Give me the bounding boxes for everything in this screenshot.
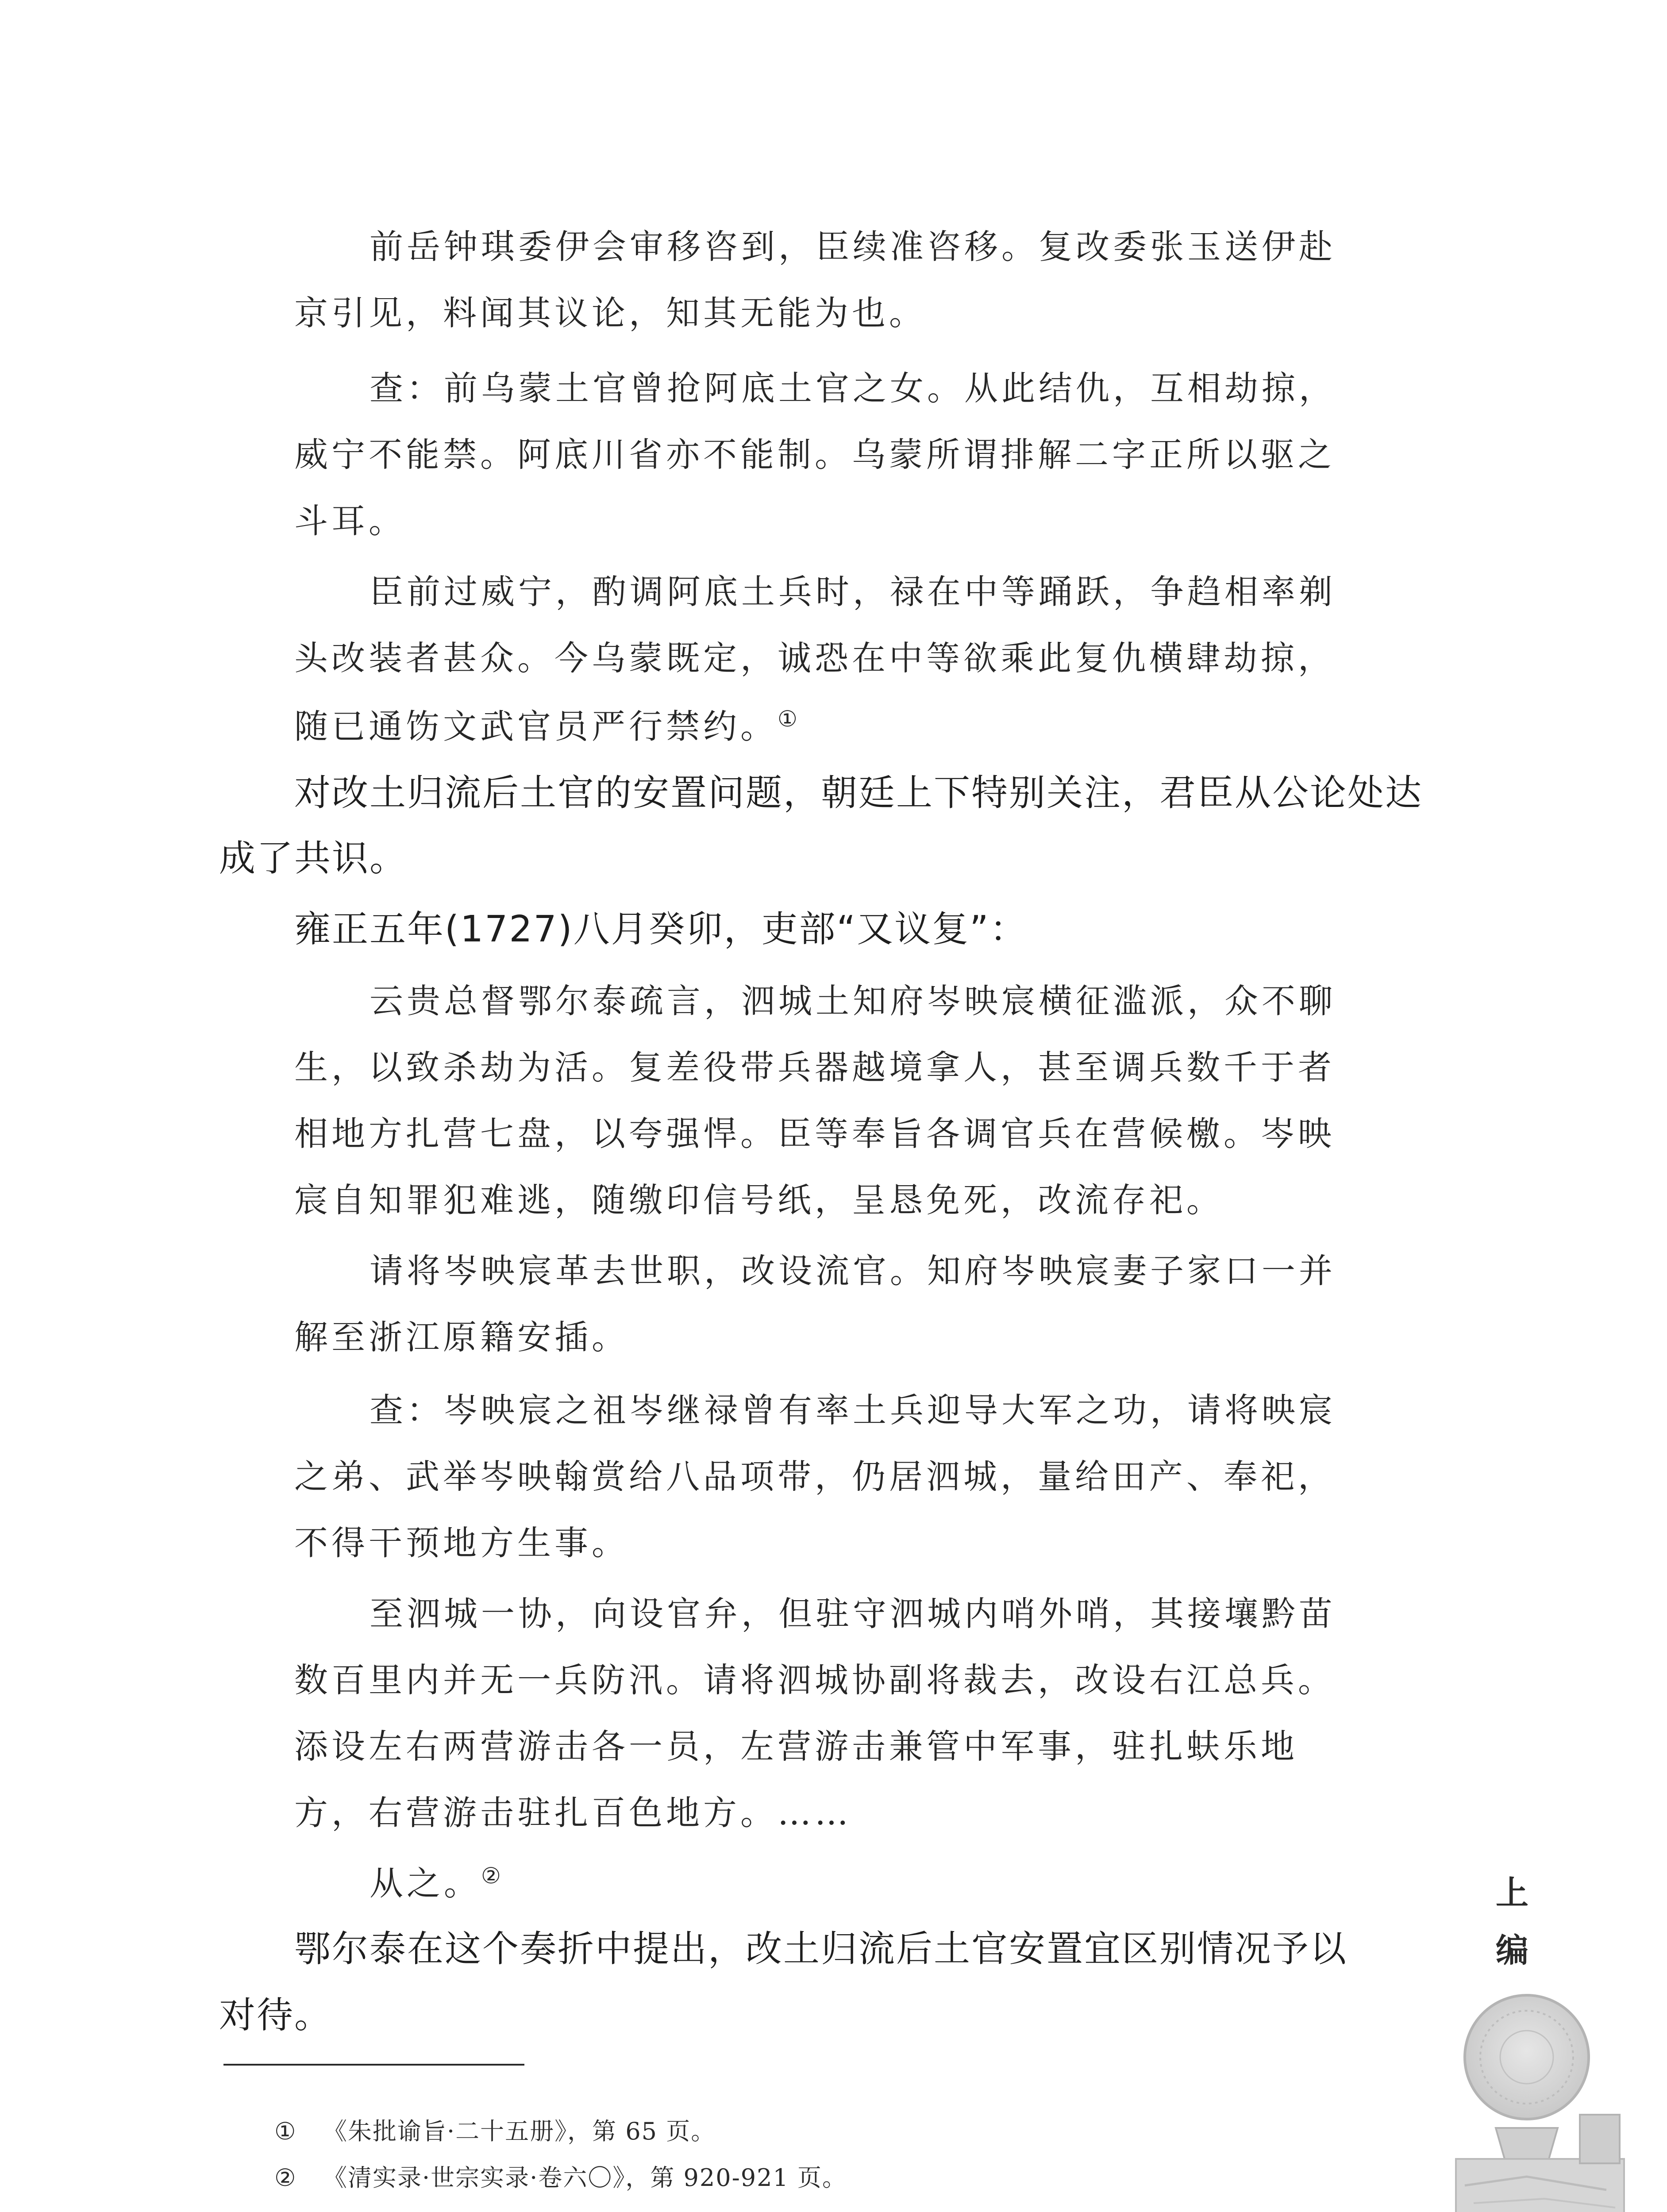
quote-line: 京引见，料闻其议论，知其无能为也。 bbox=[294, 293, 926, 333]
quote-line bbox=[294, 706, 797, 746]
footnote-mark: ① bbox=[274, 2117, 297, 2145]
quote-line: 方，右营游击驻扎百色地方。…… bbox=[294, 1793, 852, 1832]
body-paragraph-line: 成了共识。 bbox=[219, 837, 408, 879]
side-label-section: 编 bbox=[1496, 1932, 1528, 1970]
quote-line bbox=[370, 1863, 501, 1903]
quote-line: 之弟、武举岑映翰赏给八品项带，仍居泗城，量给田产、奉祀， bbox=[294, 1457, 1335, 1496]
footnote-1 bbox=[274, 2112, 716, 2147]
side-label-part: 上 bbox=[1496, 1874, 1528, 1912]
quote-line: 威宁不能禁。阿底川省亦不能制。乌蒙所谓排解二字正所以驱之 bbox=[294, 435, 1335, 474]
body-paragraph-line: 雍正五年(1727)八月癸卯，吏部“又议复”： bbox=[294, 908, 1028, 950]
quote-line: 不得干预地方生事。 bbox=[294, 1523, 629, 1563]
quote-line: 查：岑映宸之祖岑继禄曾有率土兵迎导大军之功，请将映宸 bbox=[370, 1390, 1336, 1430]
quote-line: 前岳钟琪委伊会审移咨到，臣续准咨移。复改委张玉送伊赴 bbox=[370, 227, 1336, 266]
quote-line: 云贵总督鄂尔泰疏言，泗城土知府岑映宸横征滥派，众不聊 bbox=[370, 981, 1336, 1021]
footnote-text: 《朱批谕旨·二十五册》，第 65 页。 bbox=[323, 2117, 716, 2145]
footnote-text: 《清实录·世宗实录·卷六〇》，第 920-921 页。 bbox=[323, 2164, 847, 2192]
quote-line: 至泗城一协，向设官弁，但驻守泗城内哨外哨，其接壤黔苗 bbox=[370, 1594, 1336, 1633]
footnote-2 bbox=[274, 2159, 847, 2193]
footnote-mark: ② bbox=[274, 2164, 297, 2192]
footnote-divider bbox=[223, 2064, 524, 2066]
quote-line: 请将岑映宸革去世职，改设流官。知府岑映宸妻子家口一并 bbox=[370, 1251, 1336, 1290]
quote-line-text: 随已通饬文武官员严行禁约。 bbox=[294, 707, 778, 746]
footnote-ref-1: ① bbox=[778, 706, 797, 732]
body-paragraph-line: 鄂尔泰在这个奏折中提出，改土归流后土官安置宜区别情况予以 bbox=[294, 1928, 1348, 1970]
quote-line: 生，以致杀劫为活。复差役带兵器越境拿人，甚至调兵数千于者 bbox=[294, 1048, 1335, 1087]
quote-line: 斗耳。 bbox=[294, 501, 406, 541]
stone-seal-illustration-icon bbox=[1447, 1982, 1633, 2212]
quote-line: 臣前过威宁，酌调阿底土兵时，禄在中等踊跃，争趋相率剃 bbox=[370, 572, 1336, 611]
quote-line: 添设左右两营游击各一员，左营游击兼管中军事，驻扎蚨乐地 bbox=[294, 1727, 1298, 1766]
quote-line: 解至浙江原籍安插。 bbox=[294, 1317, 629, 1357]
quote-line: 宸自知罪犯难逃，随缴印信号纸，呈恳免死，改流存祀。 bbox=[294, 1180, 1224, 1220]
body-paragraph-line: 对待。 bbox=[219, 1994, 332, 2036]
body-paragraph-line: 对改土归流后土官的安置问题，朝廷上下特别关注，君臣从公论处达 bbox=[294, 772, 1423, 814]
quote-line: 查：前乌蒙土官曾抢阿底土官之女。从此结仇，互相劫掠， bbox=[370, 369, 1336, 408]
quote-line: 相地方扎营七盘，以夸强悍。臣等奉旨各调官兵在营候檄。岑映 bbox=[294, 1114, 1335, 1153]
quote-line-text: 从之。 bbox=[370, 1863, 481, 1903]
quote-line: 头改装者甚众。今乌蒙既定，诚恐在中等欲乘此复仇横肆劫掠， bbox=[294, 638, 1335, 678]
footnote-ref-2: ② bbox=[481, 1863, 501, 1889]
quote-line: 数百里内并无一兵防汛。请将泗城协副将裁去，改设右江总兵。 bbox=[294, 1660, 1335, 1700]
